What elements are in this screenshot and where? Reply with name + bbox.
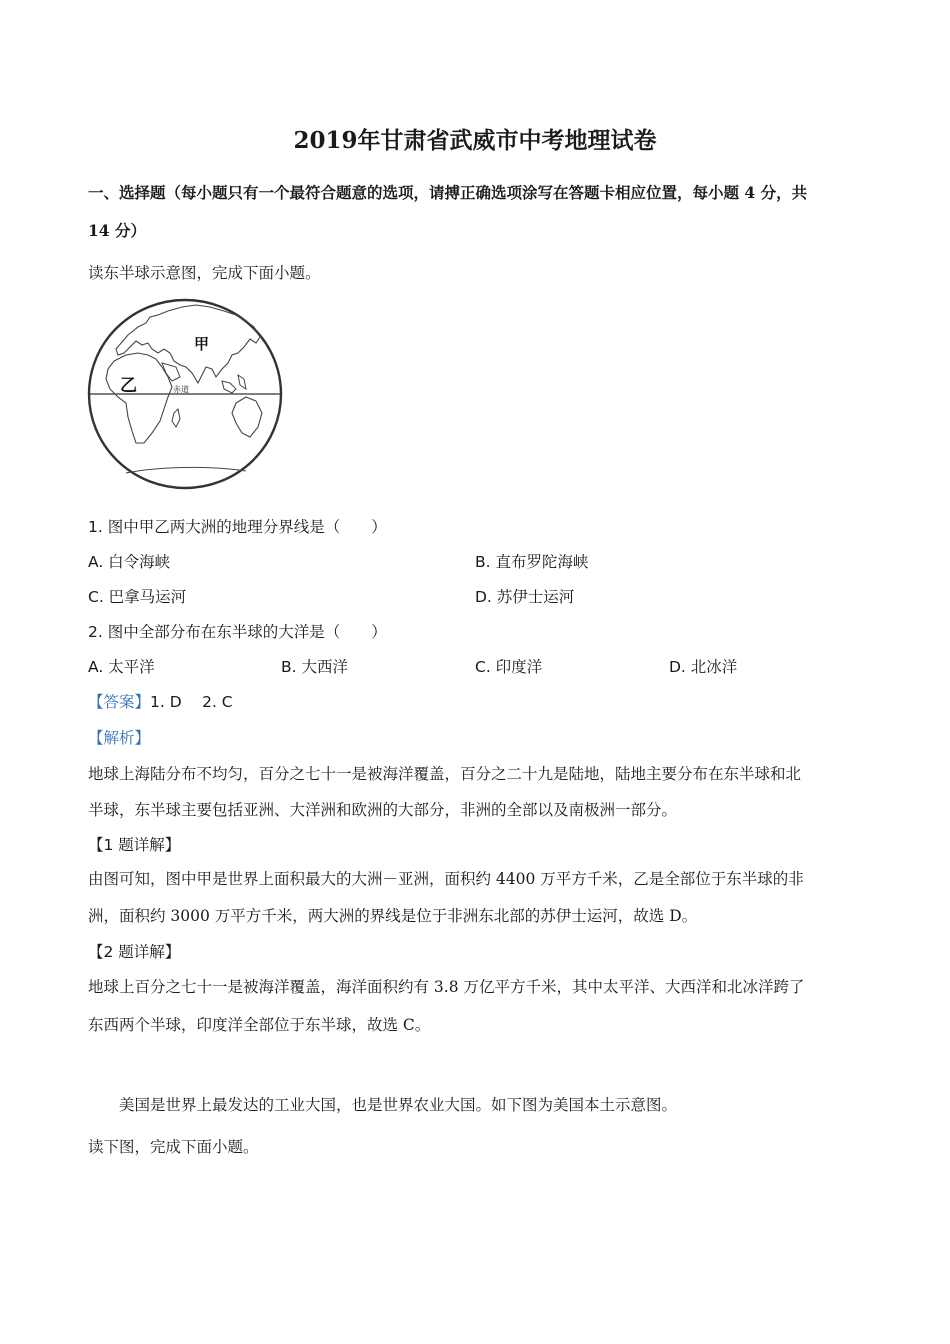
analysis-tag: 【解析】 <box>88 729 151 747</box>
detail-1-tag: 【1 题详解】 <box>88 836 181 854</box>
answer-text: 1. D 2. C <box>150 693 233 711</box>
q1-option-d: D. 苏伊士运河 <box>475 588 575 606</box>
q1-option-b: B. 直布罗陀海峡 <box>475 553 589 571</box>
detail-2-line2: 东西两个半球，印度洋全部位于东半球，故选 C。 <box>88 1016 431 1034</box>
map-label-jia: 甲 <box>194 335 210 353</box>
q1-option-c: C. 巴拿马运河 <box>88 588 187 606</box>
eastern-hemisphere-map <box>86 297 284 492</box>
question-2-stem: 2. 图中全部分布在东半球的大洋是（ ） <box>88 623 387 641</box>
q1-option-a: A. 白令海峡 <box>88 553 171 571</box>
question-1-stem: 1. 图中甲乙两大洲的地理分界线是（ ） <box>88 518 387 536</box>
map-label-equator: 赤道 <box>173 385 189 394</box>
q2-option-b: B. 大西洋 <box>281 658 348 676</box>
detail-2-tag: 【2 题详解】 <box>88 943 181 961</box>
page-title: 2019年甘肃省武威市中考地理试卷 <box>293 127 657 154</box>
detail-1-line1: 由图可知，图中甲是世界上面积最大的大洲－亚洲，面积约 4400 万平方千米，乙是全部位于东半球的非 <box>88 870 804 888</box>
analysis-line1: 地球上海陆分布不均匀，百分之七十一是被海洋覆盖，百分之二十九是陆地，陆地主要分布在东半球和北 <box>88 765 802 783</box>
analysis-line2: 半球，东半球主要包括亚洲、大洋洲和欧洲的大部分，非洲的全部以及南极洲一部分。 <box>88 801 678 819</box>
q2-option-a: A. 太平洋 <box>88 658 155 676</box>
answer-tag: 【答案】 <box>88 693 151 711</box>
q2-option-d: D. 北冰洋 <box>669 658 738 676</box>
q2-option-c: C. 印度洋 <box>475 658 543 676</box>
section-heading-line2: 14 分） <box>88 221 146 240</box>
detail-1-line2: 洲，面积约 3000 万平方千米，两大洲的界线是位于非洲东北部的苏伊士运河，故选 D。 <box>88 907 698 925</box>
usa-read-intro: 读下图，完成下面小题。 <box>88 1138 259 1156</box>
usa-intro: 美国是世界上最发达的工业大国，也是世界农业大国。如下图为美国本土示意图。 <box>119 1096 678 1114</box>
section-heading-line1: 一、选择题（每小题只有一个最符合题意的选项，请搏正确选项涂写在答题卡相应位置，每小题 4 分，共 <box>88 183 808 202</box>
detail-2-line1: 地球上百分之七十一是被海洋覆盖，海洋面积约有 3.8 万亿平方千米，其中太平洋、大西洋和北冰洋跨了 <box>88 978 805 996</box>
answer-line <box>88 690 233 712</box>
map-intro: 读东半球示意图，完成下面小题。 <box>88 264 321 282</box>
map-label-yi: 乙 <box>120 376 137 396</box>
